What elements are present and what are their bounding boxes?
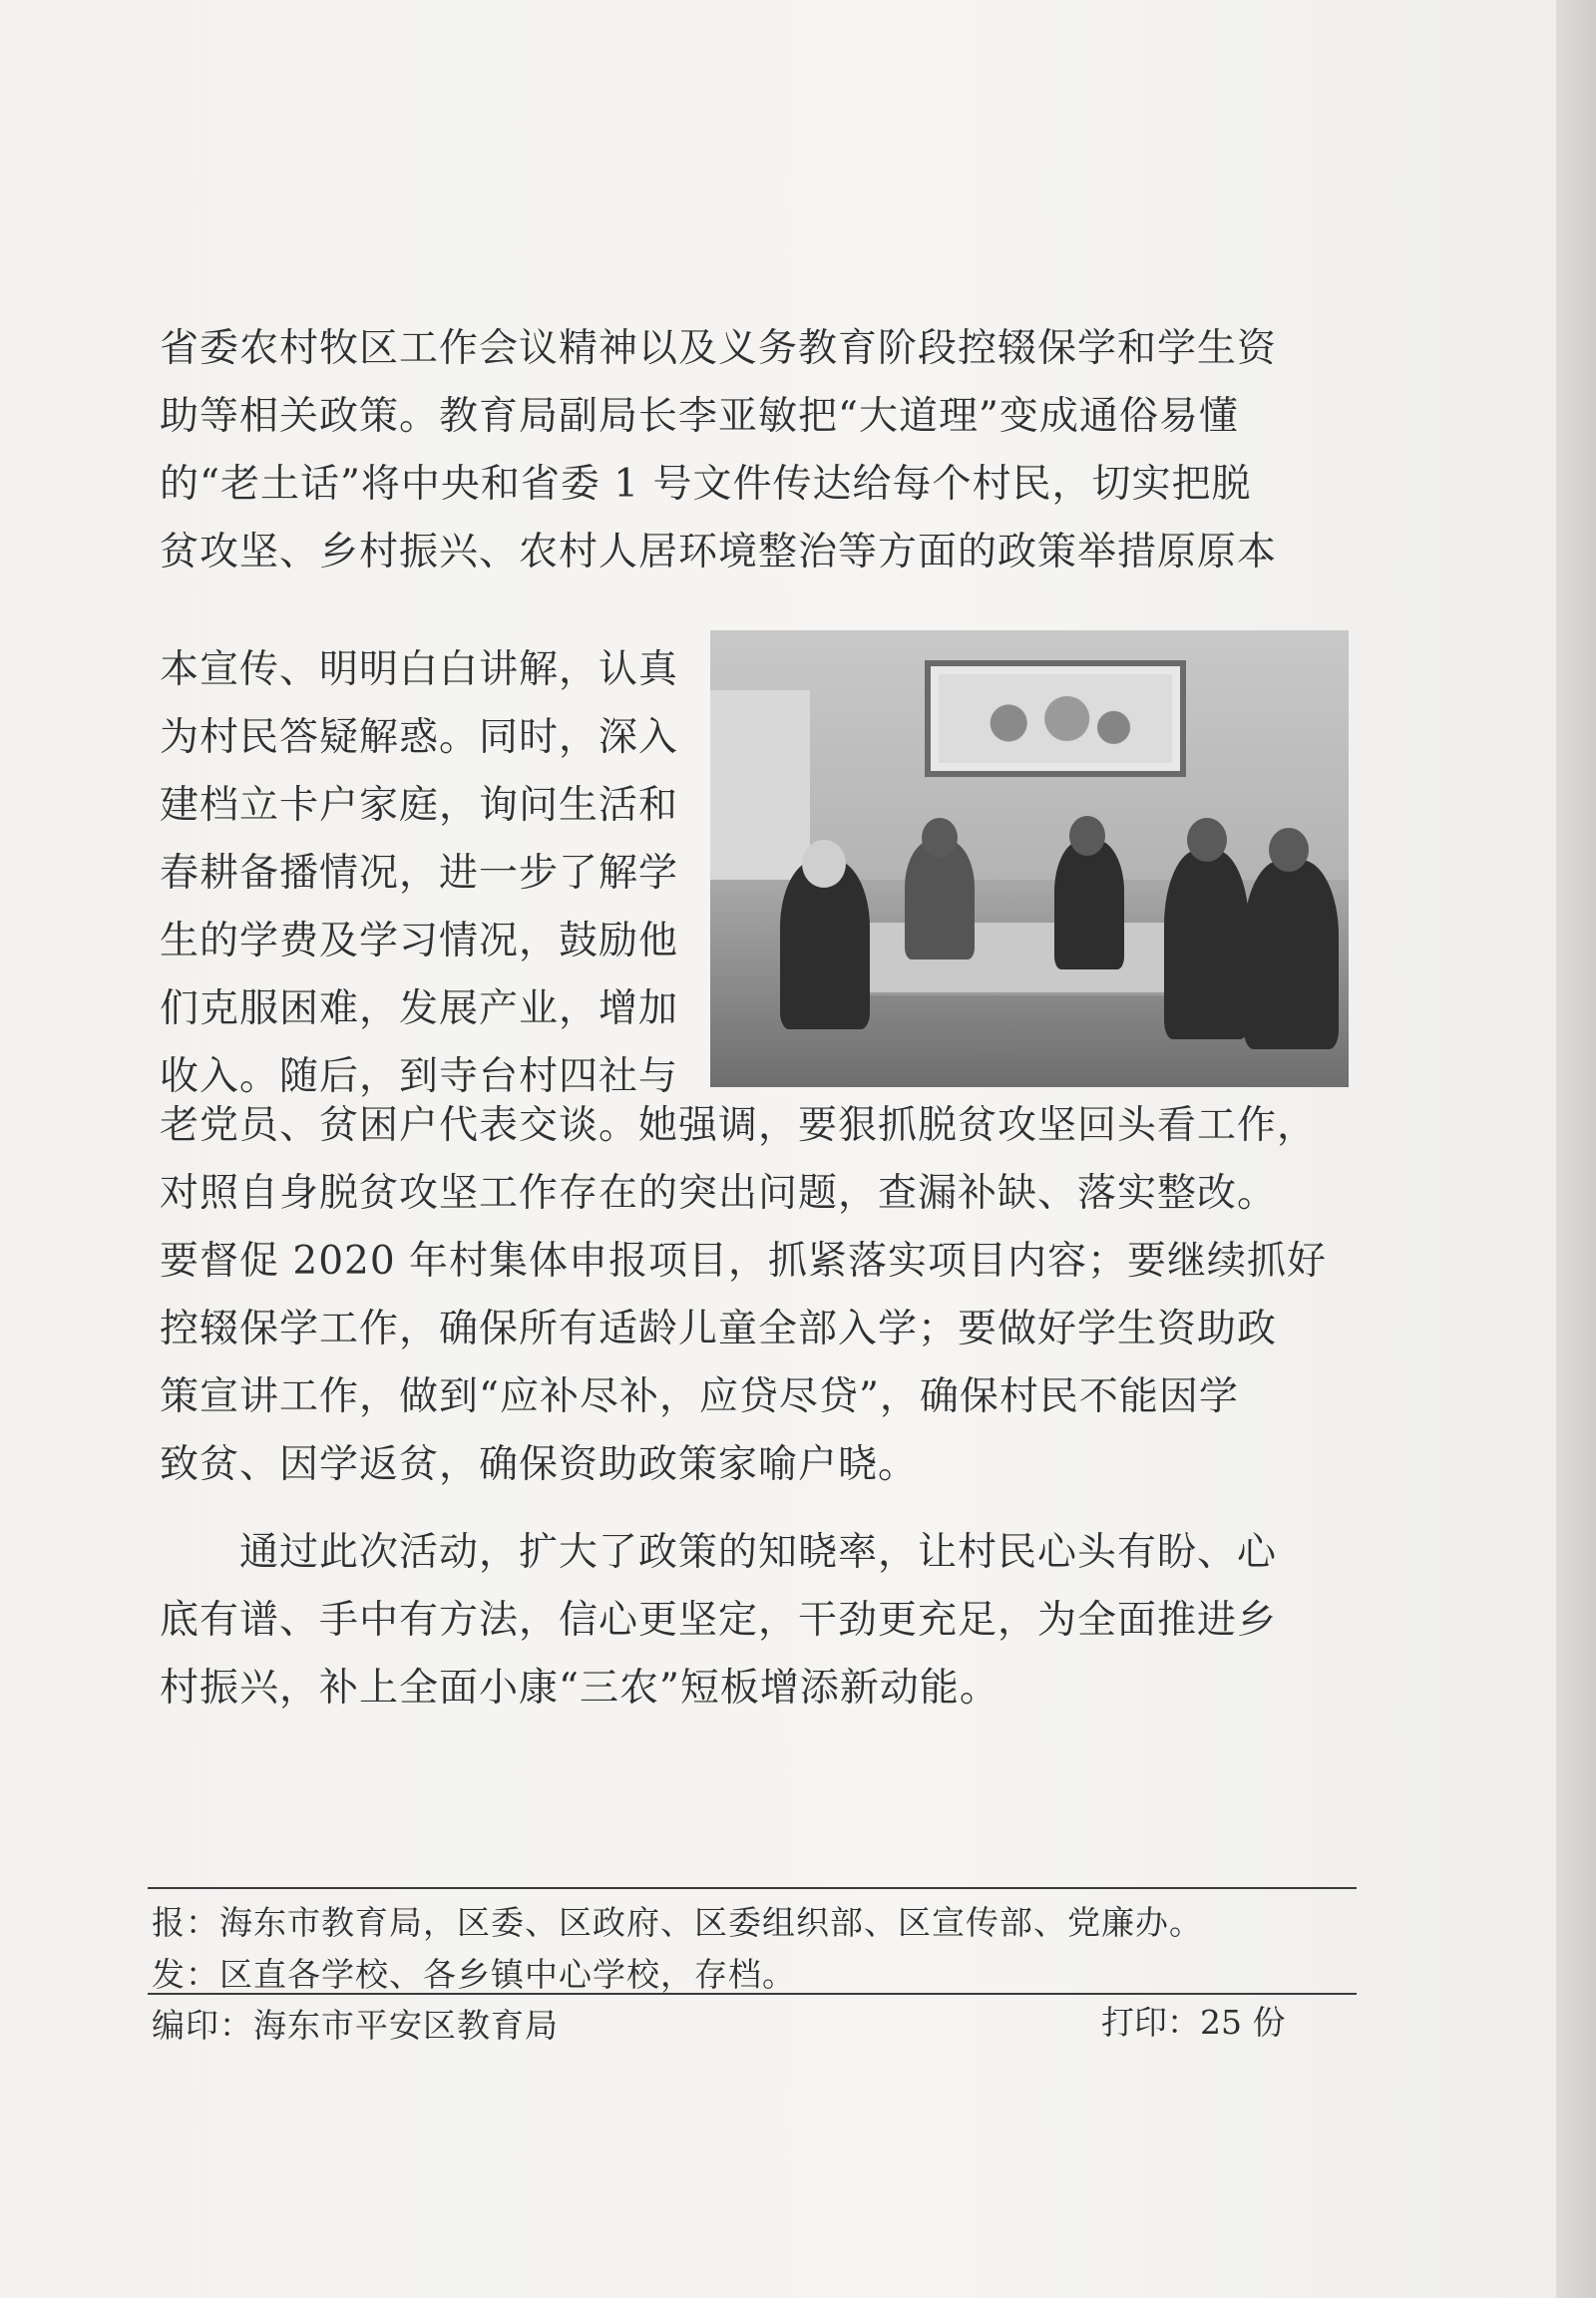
footer-editor: 编印：海东市平安区教育局: [152, 2006, 559, 2045]
footer-send: 发：区直各学校、各乡镇中心学校，存档。: [152, 1955, 796, 1994]
text-line: 建档立卡户家庭，询问生活和: [160, 783, 679, 828]
text-line: 为村民答疑解惑。同时，深入: [160, 715, 679, 760]
text-line: 要督促 2020 年村集体申报项目，抓紧落实项目内容；要继续抓好: [160, 1239, 1328, 1284]
text-line: 春耕备播情况，进一步了解学: [160, 851, 679, 896]
text-line: 贫攻坚、乡村振兴、农村人居环境整治等方面的政策举措原原本: [160, 530, 1278, 574]
text-line: 策宣讲工作，做到“应补尽补，应贷尽贷”，确保村民不能因学: [160, 1374, 1239, 1419]
footer-bottom-rule: [148, 1993, 1357, 1995]
text-line: 省委农村牧区工作会议精神以及义务教育阶段控辍保学和学生资: [160, 326, 1278, 371]
wall-painting: [925, 660, 1186, 777]
footer-top-rule: [148, 1887, 1357, 1889]
text-line: 底有谱、手中有方法，信心更坚定，干劲更充足，为全面推进乡: [160, 1598, 1278, 1643]
text-line: 生的学费及学习情况，鼓励他: [160, 919, 679, 963]
text-line: 们克服困难，发展产业，增加: [160, 986, 679, 1031]
text-line: 致贫、因学返贫，确保资助政策家喻户晓。: [160, 1442, 919, 1487]
text-line: 对照自身脱贫攻坚工作存在的突出问题，查漏补缺、落实整改。: [160, 1171, 1278, 1216]
meeting-photo: [710, 630, 1349, 1087]
footer-print-count: 打印：25 份: [1101, 2003, 1286, 2042]
text-line: 控辍保学工作，确保所有适龄儿童全部入学；要做好学生资助政: [160, 1307, 1278, 1351]
text-line: 老党员、贫困户代表交谈。她强调，要狠抓脱贫攻坚回头看工作，: [160, 1103, 1318, 1148]
text-line: 通过此次活动，扩大了政策的知晓率，让村民心头有盼、心: [160, 1530, 1278, 1575]
text-line: 助等相关政策。教育局副局长李亚敏把“大道理”变成通俗易懂: [160, 394, 1239, 439]
text-line: 收入。随后，到寺台村四社与: [160, 1054, 679, 1099]
footer-report: 报：海东市教育局，区委、区政府、区委组织部、区宣传部、党廉办。: [152, 1903, 1203, 1942]
page-edge: [1556, 0, 1596, 2298]
text-line: 的“老土话”将中央和省委 1 号文件传达给每个村民，切实把脱: [160, 462, 1252, 507]
text-line: 村振兴，补上全面小康“三农”短板增添新动能。: [160, 1666, 999, 1711]
text-line: 本宣传、明明白白讲解，认真: [160, 647, 679, 692]
